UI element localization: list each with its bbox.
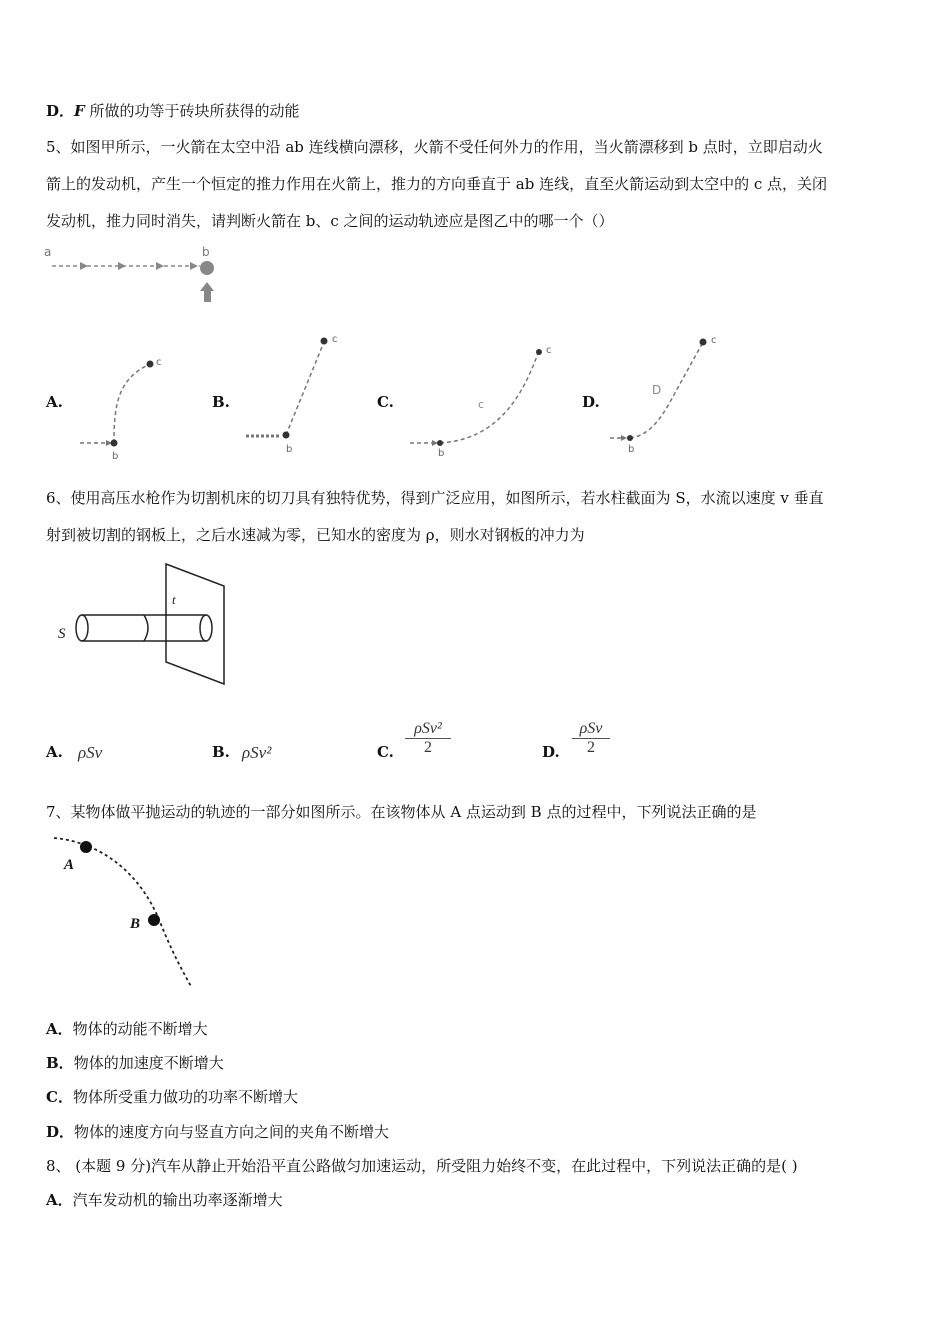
q7-option-a: A．物体的动能不断增大 [46, 1020, 208, 1038]
svg-text:b: b [112, 451, 119, 462]
q6-stem-line2: 射到被切割的钢板上，之后水速减为零，已知水的密度为 ρ，则水对钢板的冲力为 [46, 526, 585, 544]
q6-option-d-formula: ρSv 2 [572, 720, 610, 757]
q5-rocket-figure [40, 242, 240, 308]
q6-stem-line1: 6、使用高压水枪作为切割机床的切刀具有独特优势，得到广泛应用，如图所示，若水柱截面为 S，水流以速度 v 垂直 [46, 489, 824, 507]
q6-option-a-label: A. [46, 743, 63, 761]
svg-text:D: D [652, 383, 662, 397]
svg-text:t: t [172, 592, 176, 607]
q5-option-d-label: D. [582, 393, 600, 411]
svg-text:c: c [332, 334, 338, 345]
svg-text:B: B [130, 916, 141, 932]
svg-text:b: b [438, 448, 445, 459]
q7-stem: 7、某物体做平抛运动的轨迹的一部分如图所示。在该物体从 A 点运动到 B 点的过程中，下列说法正确的是 [46, 803, 757, 821]
q6-option-c-label: C. [377, 743, 394, 761]
q5-stem-line2: 箭上的发动机，产生一个恒定的推力作用在火箭上，推力的方向垂直于 ab 连线，直至火箭运动到太空中的 c 点，关闭 [46, 175, 828, 193]
q7-trajectory-figure [50, 832, 200, 992]
q6-option-b-formula: ρSv² [242, 743, 272, 762]
q5-option-a-figure [78, 355, 168, 463]
svg-text:b: b [202, 245, 210, 259]
q5-option-a-label: A. [46, 393, 63, 411]
svg-text:b: b [286, 444, 293, 455]
q5-option-c-figure [408, 340, 558, 460]
svg-text:a: a [44, 245, 52, 259]
svg-text:b: b [628, 444, 635, 455]
q4-option-d: D．F 所做的功等于砖块所获得的动能 [46, 102, 300, 120]
svg-text:c: c [156, 357, 162, 368]
q6-option-b-label: B. [212, 743, 230, 761]
q5-option-b-label: B. [212, 393, 230, 411]
svg-text:c: c [478, 398, 485, 411]
q7-option-d: D．物体的速度方向与竖直方向之间的夹角不断增大 [46, 1123, 390, 1141]
q7-option-c: C．物体所受重力做功的功率不断增大 [46, 1088, 298, 1106]
q5-stem-line3: 发动机，推力同时消失，请判断火箭在 b、c 之间的运动轨迹应是图乙中的哪一个（） [46, 212, 614, 230]
q5-option-d-figure [608, 330, 728, 458]
q7-option-b: B．物体的加速度不断增大 [46, 1054, 224, 1072]
svg-text:A: A [64, 857, 75, 873]
q6-water-jet-figure [52, 560, 242, 692]
q6-option-d-label: D. [542, 743, 560, 761]
svg-text:c: c [711, 335, 717, 346]
svg-text:c: c [546, 345, 552, 356]
q6-option-a-formula: ρSv [78, 743, 103, 762]
q8-stem: 8、 (本题 9 分)汽车从静止开始沿平直公路做匀加速运动，所受阻力始终不变，在此过程中，下列说法正确的是( ) [46, 1157, 798, 1175]
q5-option-c-label: C. [377, 393, 394, 411]
q5-stem-line1: 5、如图甲所示，一火箭在太空中沿 ab 连线横向漂移，火箭不受任何外力的作用，当火箭漂移到 b 点时，立即启动火 [46, 138, 823, 156]
q8-option-a: A．汽车发动机的输出功率逐渐增大 [46, 1191, 283, 1209]
q6-option-c-formula: ρSv² 2 [405, 720, 451, 757]
q5-option-b-figure [244, 328, 354, 458]
svg-text:S: S [58, 626, 66, 642]
